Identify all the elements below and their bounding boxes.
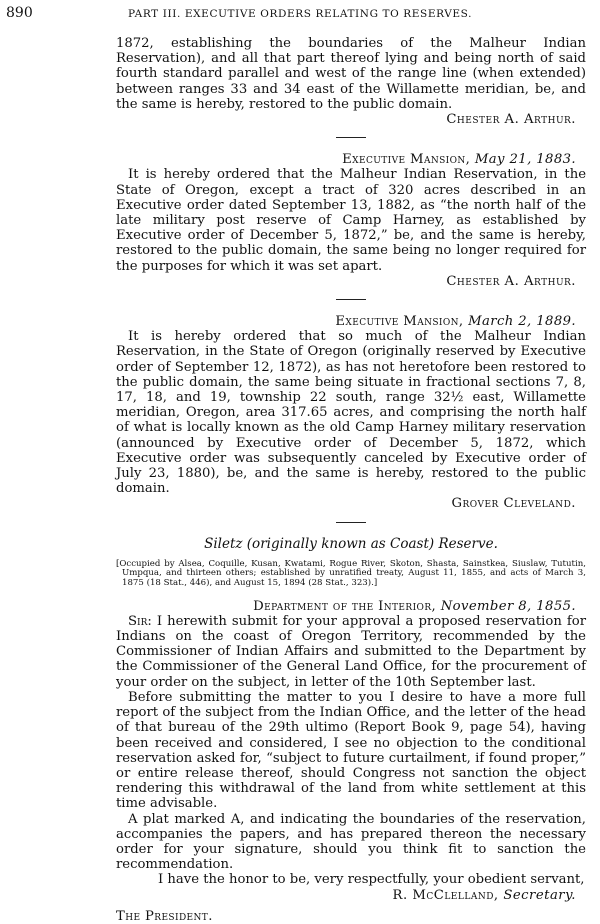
dateline-date: March 2, 1889. — [468, 314, 576, 330]
signature-arthur-2: Chester A. Arthur. — [446, 273, 576, 289]
dateline-1883 — [116, 152, 576, 167]
section-divider — [336, 137, 366, 138]
section-title-siletz: Siletz (originally known as Coast) Reserve. — [204, 535, 498, 552]
letter-paragraph-2: Before submitting the matter to you I desire to have a more full report of the subject from the Indian Office, and the letter of the head of that bureau of the 29th ultimo (Report Book 9, page 54), having been received and considered, I see no objection to the conditional reservation asked for, “subject to future curtailment, if found proper,” or entire release thereof, should Congress not sanction the object rendering this withdrawal of the land from white settlement at this time advisable. — [116, 689, 586, 812]
dateline-place: Executive Mansion, — [342, 152, 471, 168]
signature-arthur-1: Chester A. Arthur. — [446, 112, 576, 128]
page-header — [0, 6, 600, 22]
signer-name: R. McClelland, — [392, 887, 499, 903]
dateline-date: May 21, 1883. — [474, 152, 576, 168]
dateline-place: Executive Mansion, — [335, 314, 464, 330]
dateline-1855 — [116, 599, 576, 614]
dateline-date: November 8, 1855. — [440, 598, 576, 614]
order-1883-text: It is hereby ordered that the Malheur Indian Reservation, in the State of Oregon, except a tract of 320 acres described in an Executive order dated September 13, 1882, as “the north half of the late military post reserve of Camp Harney, as established by Executive order of December 5, 1872,” be, and the same is hereby, restored to the public domain, the same being no longer required for the purposes for which it was set apart. — [116, 167, 586, 274]
signature-cleveland: Grover Cleveland. — [451, 496, 576, 512]
page-number: 890 — [6, 5, 33, 21]
main-column — [116, 36, 586, 924]
letter-paragraph-1 — [116, 614, 586, 690]
section-divider — [336, 522, 366, 523]
addressee: The President. — [116, 908, 213, 924]
dateline-dept: Department of the Interior, — [253, 598, 437, 614]
salutation: Sir: — [128, 613, 152, 629]
order-1889-text: It is hereby ordered that so much of the Malheur Indian Reservation, in the State of Oregon (originally reserved by Executive order of September 12, 1872), as has not heretofore been restored to the public domain, the same being situate in fractional sections 7, 8, 17, 18, and 19, township 22 south, range 32½ east, Willamette meridian, Oregon, area 317.65 acres, and comprising the north half of what is locally known as the old Camp Harney military reservation (announced by Executive order of December 5, 1872, which Executive order was subsequently canceled by Executive order of July 23, 1880), be, and the same is hereby, restored to the public domain. — [116, 329, 586, 497]
letter-paragraph-3: A plat marked A, and indicating the boundaries of the reservation, accompanies the papers, and has prepared thereon the necessary order for your signature, should you think fit to sanction the recommendation. — [116, 811, 586, 873]
continued-paragraph: 1872, establishing the boundaries of the Malheur Indian Reservation), and all that part thereof lying and being north of said fourth standard parallel and west of the range line (when extended) between ranges 33 and 34 east of the Willamette meridian, be, and the same is hereby, restored to the public domain. — [116, 36, 586, 112]
occupancy-note: [Occupied by Alsea, Coquille, Kusan, Kwatami, Rogue River, Skoton, Shasta, Sainstkea, Siuslaw, Tututin, Umpqua, and thirteen others; established by unratified treaty, August 11, 1855, and acts of March 3, 1875 (18 Stat., 446), and August 15, 1894 (28 Stat., 323).] — [116, 558, 586, 589]
letter-closing: I have the honor to be, very respectfully, your obedient servant, — [158, 872, 585, 888]
section-divider — [336, 299, 366, 300]
signer-title: Secretary. — [503, 887, 576, 903]
running-head: PART III. EXECUTIVE ORDERS RELATING TO RESERVES. — [127, 8, 473, 20]
signature-mcclelland — [116, 888, 576, 903]
letter-paragraph-1-text: I herewith submit for your approval a proposed reservation for Indians on the coast of Oregon Territory, recommended by the Commissioner of Indian Affairs and submitted to the Department by the Commissioner of the General Land Office, for the procurement of your order on the subject, in letter of the 10th September last. — [116, 613, 586, 690]
dateline-1889 — [116, 314, 576, 329]
